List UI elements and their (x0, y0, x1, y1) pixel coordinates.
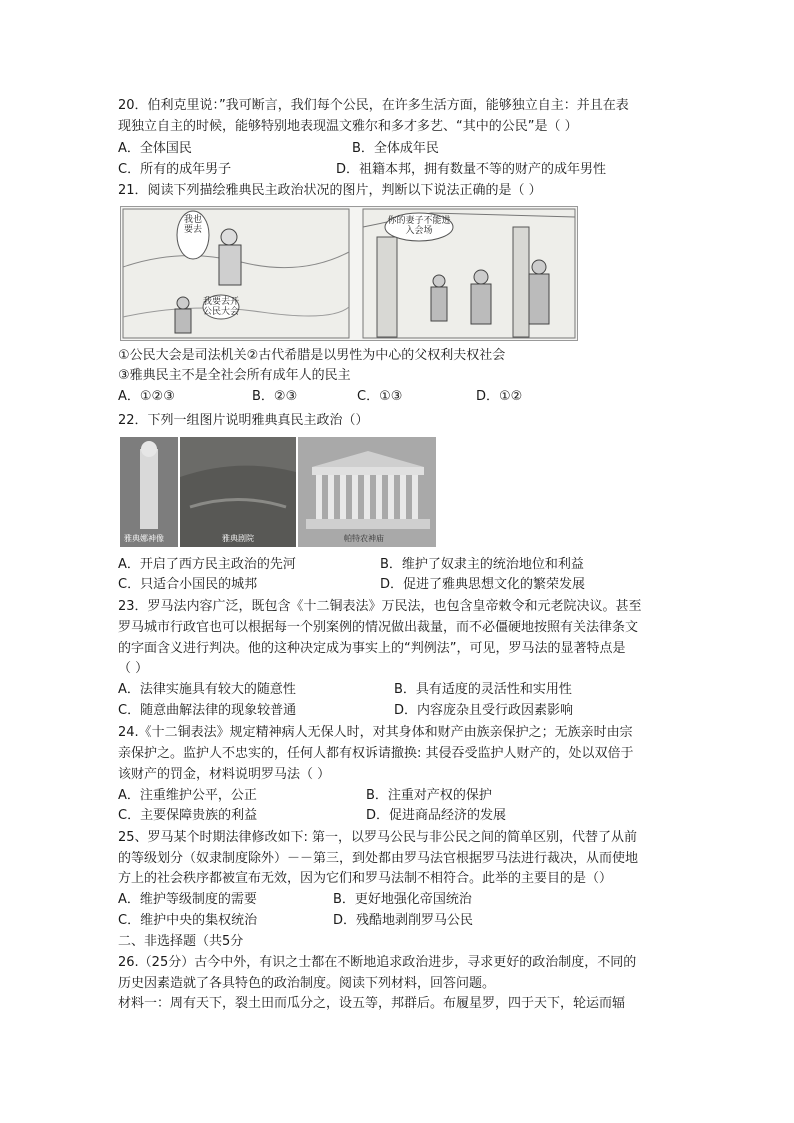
q20-option-c: C．所有的成年男子 (118, 162, 232, 177)
q21-cartoon-figure (120, 206, 578, 341)
q21-stem: 21．阅读下列描绘雅典民主政治状况的图片，判断以下说法正确的是（ ） (118, 183, 542, 198)
q25-option-c: C．维护中央的集权统治 (118, 913, 258, 928)
q21-option-a: A．①②③ (118, 389, 175, 404)
q25-option-d: D．残酷地剥削罗马公民 (333, 913, 474, 928)
q24-option-d: D．促进商品经济的发展 (366, 808, 507, 823)
q21-statement-1: ①公民大会是司法机关②古代希腊是以男性为中心的父权利夫权社会 (118, 348, 506, 363)
q24-line1: 24.《十二铜表法》规定精神病人无保人时，对其身体和财产由族亲保护之；无族亲时由宗 (118, 725, 633, 740)
q23-option-b: B．具有适度的灵活性和实用性 (394, 682, 572, 697)
q21-option-d: D．①② (476, 389, 523, 404)
q23-line3: 的字面含义进行判决。他的这种决定成为事实上的“判例法”，可见，罗马法的显著特点是 (118, 641, 626, 656)
q21-bubble-wife: 我也要去 (183, 215, 202, 235)
q23-option-a: A．法律实施具有较大的随意性 (118, 682, 296, 697)
q20-line1: 20．伯利克里说：”我可断言，我们每个公民，在许多生活方面，能够独立自主：并且在表 (118, 98, 629, 113)
q25-option-b: B．更好地强化帝国统治 (333, 892, 472, 907)
section-2-heading: 二、非选择题（共5分 (118, 934, 244, 949)
q24-line3: 该财产的罚金，材料说明罗马法（ ） (118, 767, 331, 782)
q20-option-d: D．祖籍本邦，拥有数量不等的财产的成年男性 (336, 162, 607, 177)
q25-option-a: A．维护等级制度的需要 (118, 892, 257, 907)
q23-line4: （ ） (118, 661, 149, 676)
q22-option-a: A．开启了西方民主政治的先河 (118, 557, 296, 572)
q21-bubble-guard: 你的妻子不能进入会场 (387, 216, 451, 236)
q23-line2: 罗马城市行政官也可以根据每一个别案例的情况做出裁量，而不必僵硬地按照有关法律条文 (118, 620, 639, 635)
q22-photo-strip (120, 437, 436, 547)
q22-caption-theatre: 雅典剧院 (222, 534, 254, 543)
q25-line1: 25、罗马某个时期法律修改如下: 第一，以罗马公民与非公民之间的简单区别，代替了从前 (118, 830, 638, 845)
q24-option-a: A．注重维护公平，公正 (118, 788, 257, 803)
q25-line2: 的等级划分（奴隶制度除外）－－第三，到处都由罗马法官根据罗马法进行裁决，从而使地 (118, 851, 639, 866)
q26-line3: 材料一：周有天下，裂土田而瓜分之，设五等，邦群后。布履星罗，四于天下，轮运而辐 (118, 996, 626, 1011)
q21-option-c: C．①③ (357, 389, 403, 404)
q21-bubble-husband: 我要去开公民大会 (203, 297, 240, 317)
q22-caption-athena-statue: 雅典娜神像 (124, 534, 164, 543)
q22-option-d: D．促进了雅典思想文化的繁荣发展 (380, 577, 586, 592)
q26-line1: 26.（25分）古今中外，有识之士都在不断地追求政治进步，寻求更好的政治制度，不同的 (118, 955, 637, 970)
q23-line1: 23．罗马法内容广泛，既包含《十二铜表法》万民法，也包含皇帝敕令和元老院决议。甚至 (118, 599, 642, 614)
q24-option-c: C．主要保障贵族的利益 (118, 808, 258, 823)
q23-option-d: D．内容庞杂且受行政因素影响 (394, 703, 574, 718)
q25-line3: 方上的社会秩序都被宣布无效，因为它们和罗马法制不相符合。此举的主要目的是（） (118, 871, 613, 886)
q24-option-b: B．注重对产权的保护 (366, 788, 492, 803)
q20-line2: 现独立自主的时候，能够特别地表现温文雅尔和多才多艺、“其中的公民”是（ ） (118, 119, 578, 134)
q22-photos (120, 437, 436, 547)
q21-option-b: B．②③ (252, 389, 298, 404)
q21-statement-2: ③雅典民主不是全社会所有成年人的民主 (118, 368, 351, 383)
q22-caption-parthenon: 帕特农神庙 (344, 534, 384, 543)
q23-option-c: C．随意曲解法律的现象较普通 (118, 703, 297, 718)
q24-line2: 亲保护之。监护人不忠实的，任何人都有权诉请撤换: 其侵吞受监护人财产的，处以双倍于 (118, 746, 634, 761)
q20-option-a: A．全体国民 (118, 141, 192, 156)
q22-option-b: B．维护了奴隶主的统治地位和利益 (380, 557, 584, 572)
q22-option-c: C．只适合小国民的城邦 (118, 577, 258, 592)
q22-stem: 22．下列一组图片说明雅典真民主政治（） (118, 413, 369, 428)
q20-option-b: B．全体成年民 (352, 141, 439, 156)
q26-line2: 历史因素造就了各具特色的政治制度。阅读下列材料，回答问题。 (118, 976, 496, 991)
